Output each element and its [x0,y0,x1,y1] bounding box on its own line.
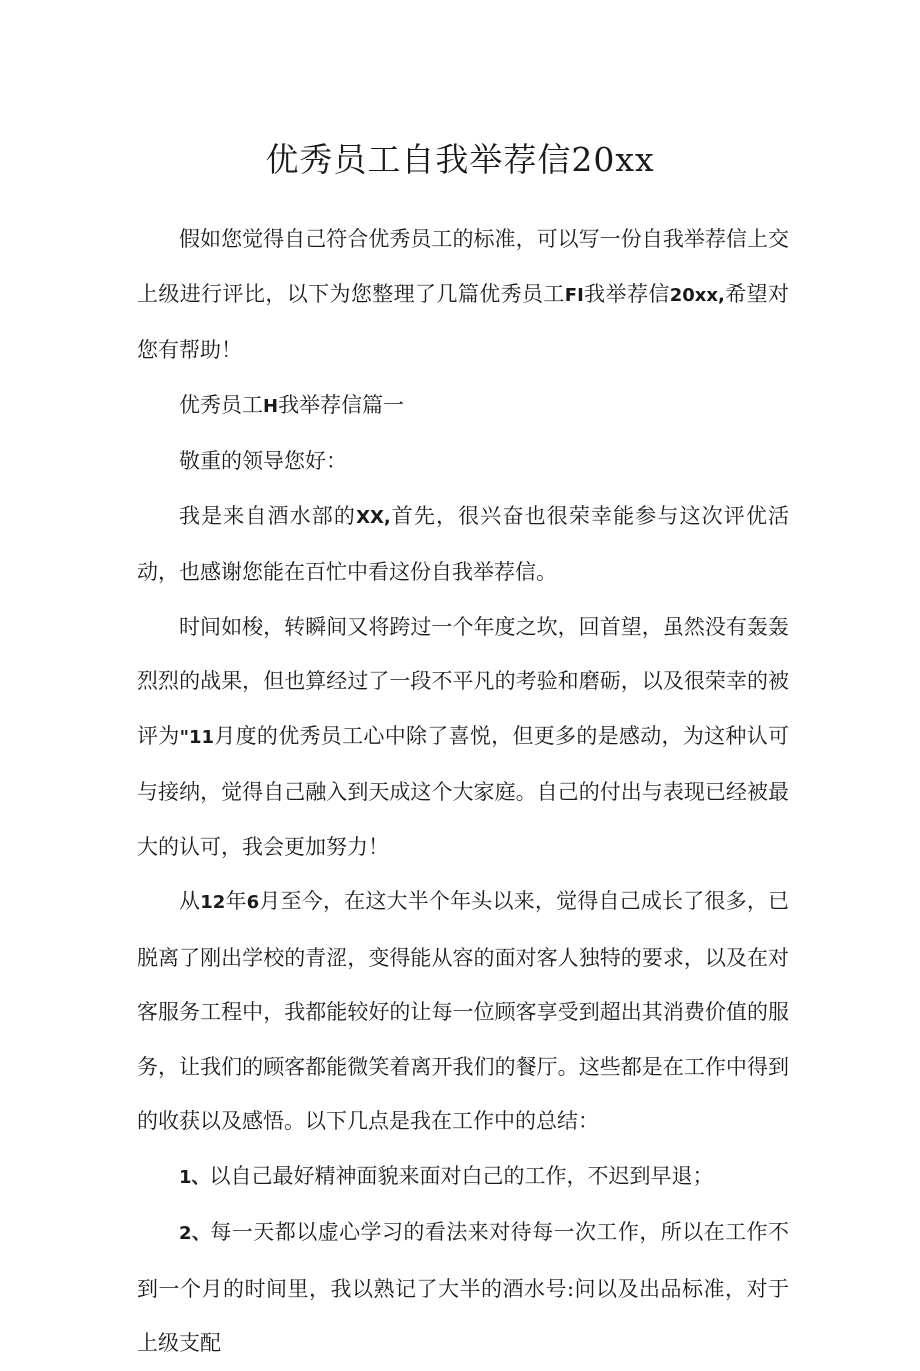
text-run: 首先，很兴奋也很荣幸能参与这次评优活动，也感谢您能在百忙中看这份自我举荐信。 [137,503,790,584]
bold-text-run: 12 [200,892,226,913]
text-run: 从 [179,889,201,913]
text-run: 时间如梭，转瞬间又将跨过一个年度之坎，回首望，虽然没有轰轰烈烈的战果，但也算经过了一段不平凡的考验和磨砺，以及很荣幸的被评为 [137,614,789,748]
paragraph [137,212,789,378]
text-run: 希望对您有帮助！ [137,281,790,362]
text-run: 月至今，在这大半个年头以来，觉得自己成长了很多，已脱离了刚出学校的青涩，变得能从容的面对客人独特的要求，以及在对客服务工程中，我都能较好的让每一位顾客享受到超出其消费价值的服务，让我们的顾客都能微笑着离开我们的餐厅。这些都是在工作中得到的收获以及感悟。以下几点是我在工作中的总结： [137,889,790,1133]
bold-text-run: 20xx, [669,284,725,306]
text-run: 优秀员工 [179,392,263,417]
paragraph [137,1149,789,1206]
paragraph [137,874,789,1149]
text-run: 敬重的领导您好： [179,449,347,473]
paragraph [137,434,789,489]
text-run: 每一天都以虚心学习的看法来对待每一次工作，所以在工作不到一个月的时间里，我以熟记了大半的酒水号:问以及出品标准，对于上级支配 [137,1220,789,1355]
text-run: 我是来自酒水部的 [179,503,357,528]
paragraph [137,378,789,435]
text-run: 我举荐信篇一 [278,392,405,417]
text-run: 年 [225,889,247,913]
paragraph [137,489,789,600]
bold-text-run: H [263,395,279,417]
bold-text-run: "11 [179,726,215,748]
document-title: 优秀员工自我举荐信20xx [265,140,655,179]
bold-text-run: 1、 [179,1166,210,1188]
paragraph [137,1205,789,1371]
paragraph [137,600,789,875]
document-body [137,212,789,1371]
text-run: 月度的优秀员工心中除了喜悦，但更多的是感动，为这种认可与接纳，觉得自己融入到天成这个大家庭。自己的付出与表现已经被最大的认可，我会更加努力！ [137,723,790,859]
bold-text-run: 2、 [179,1223,211,1244]
text-run: 假如您觉得自己符合优秀员工的标准，可以写一份自我举荐信上交上级进行评比，以下为您整理了几篇优秀员工 [137,227,789,306]
text-run: 我举荐信 [583,281,670,306]
bold-text-run: FI [564,284,584,306]
bold-text-run: 6 [246,892,260,913]
bold-text-run: XX, [356,506,391,528]
text-run: 以自己最好精神面貌来面对白己的工作，不迟到早退； [209,1163,714,1188]
